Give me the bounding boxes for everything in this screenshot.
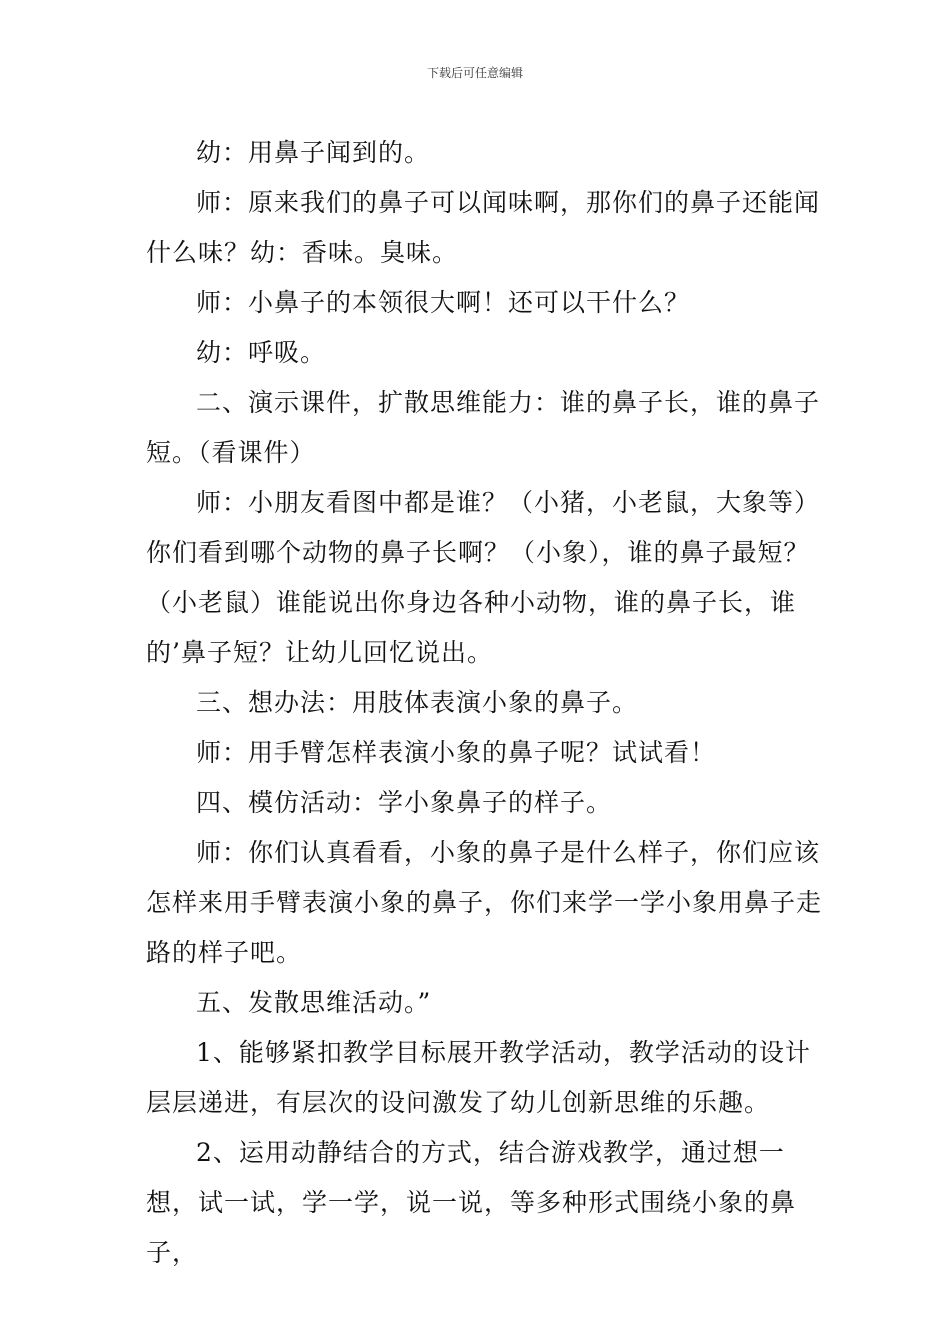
paragraph-11: 五、发散思维活动。” <box>196 988 432 1017</box>
document-body <box>146 128 822 1278</box>
paragraph-8: 师：用手臂怎样表演小象的鼻子呢？试试看！ <box>196 738 717 767</box>
paragraph-12: 1、能够紧扣教学目标展开教学活动，教学活动的设计层层递进，有层次的设问激发了幼儿创新思维的乐趣。 <box>146 1038 811 1117</box>
paragraph-9: 四、模仿活动：学小象鼻子的样子。 <box>196 788 613 817</box>
paragraph-2: 师：原来我们的鼻子可以闻味啊，那你们的鼻子还能闻什么味？幼：香味。臭味。 <box>146 188 821 267</box>
page-header: 下载后可任意编辑 <box>426 66 523 80</box>
paragraph-4: 幼：呼吸。 <box>196 338 327 367</box>
paragraph-5: 二、演示课件，扩散思维能力：谁的鼻子长，谁的鼻子短。（看课件） <box>146 388 821 467</box>
paragraph-6: 师：小朋友看图中都是谁？（小猪，小老鼠，大象等）你们看到哪个动物的鼻子长啊？（小象），谁的鼻子最短？（小老鼠）谁能说出你身边各种小动物，谁的鼻子长，谁的’鼻子短？让幼儿回忆说出。 <box>146 488 821 667</box>
paragraph-7: 三、想办法：用肢体表演小象的鼻子。 <box>196 688 639 717</box>
paragraph-1: 幼：用鼻子闻到的。 <box>196 138 431 167</box>
paragraph-3: 师：小鼻子的本领很大啊！还可以干什么？ <box>196 288 691 317</box>
paragraph-10: 师：你们认真看看，小象的鼻子是什么样子，你们应该怎样来用手臂表演小象的鼻子，你们来学一学小象用鼻子走路的样子吧。 <box>146 838 823 967</box>
paragraph-13: 2、运用动静结合的方式，结合游戏教学，通过想一想，试一试，学一学，说一说，等多种形式围绕小象的鼻子， <box>146 1138 797 1267</box>
